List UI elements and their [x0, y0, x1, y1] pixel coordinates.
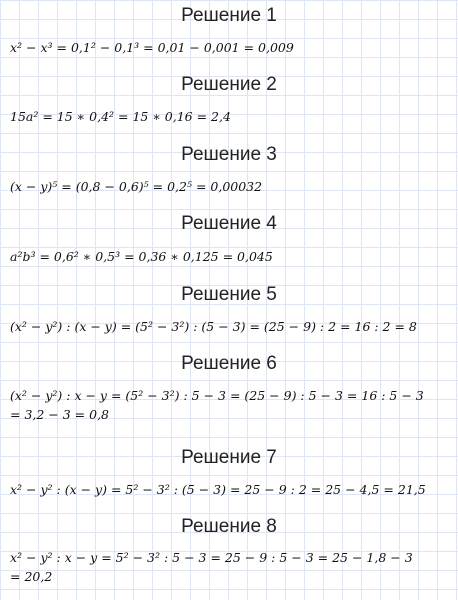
solution-6-title: Решение 6 [181, 353, 277, 374]
solution-8-line-1: x² − y² : x − y = 5² − 3² : 5 − 3 = 25 − 9 : 5 − 3 = 25 − 1,8 − 3 [10, 550, 413, 565]
solution-7-title: Решение 7 [181, 447, 277, 468]
solution-2-title: Решение 2 [181, 74, 277, 95]
solution-6-line-2: = 3,2 − 3 = 0,8 [10, 407, 109, 422]
solution-7-line-1: x² − y² : (x − y) = 5² − 3² : (5 − 3) = 25 − 9 : 2 = 25 − 4,5 = 21,5 [10, 482, 426, 497]
solution-1-title: Решение 1 [181, 5, 277, 26]
solution-2-line-1: 15a² = 15 ∗ 0,4² = 15 ∗ 0,16 = 2,4 [10, 109, 231, 124]
solution-5-title: Решение 5 [181, 284, 277, 305]
solution-4-title: Решение 4 [181, 213, 277, 234]
solution-1-line-1: x² − x³ = 0,1² − 0,1³ = 0,01 − 0,001 = 0,009 [10, 40, 294, 55]
solution-8-line-2: = 20,2 [10, 569, 53, 584]
solution-3-line-1: (x − y)⁵ = (0,8 − 0,6)⁵ = 0,2⁵ = 0,00032 [10, 179, 263, 194]
solution-4-line-1: a²b³ = 0,6² ∗ 0,5³ = 0,36 ∗ 0,125 = 0,045 [10, 249, 273, 264]
solution-6-line-1: (x² − y²) : x − y = (5² − 3²) : 5 − 3 = (25 − 9) : 5 − 3 = 16 : 5 − 3 [10, 388, 424, 403]
solution-8-title: Решение 8 [181, 516, 277, 537]
solution-5-line-1: (x² − y²) : (x − y) = (5² − 3²) : (5 − 3) = (25 − 9) : 2 = 16 : 2 = 8 [10, 319, 417, 334]
solution-3-title: Решение 3 [181, 144, 277, 165]
